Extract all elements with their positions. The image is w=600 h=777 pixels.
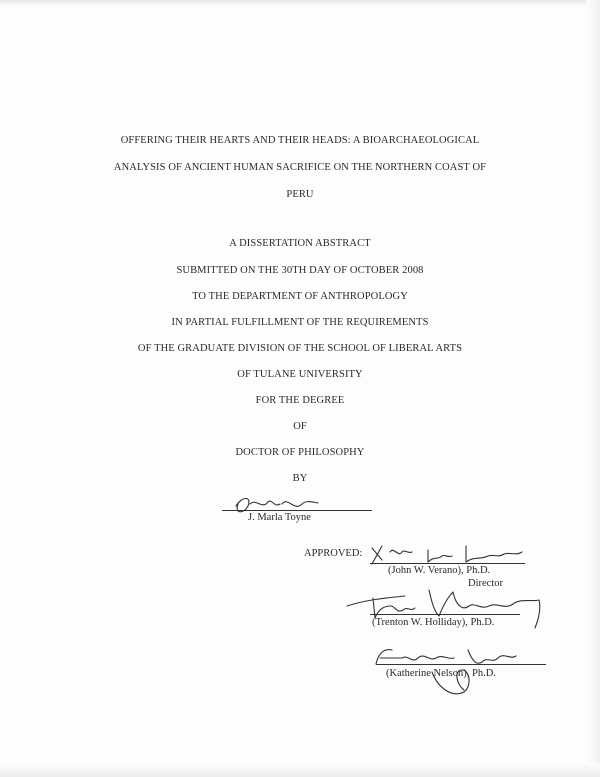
second-reader-signature-rule <box>370 614 520 615</box>
director-signature-rule <box>370 563 525 564</box>
approved-label: APPROVED: <box>304 548 363 559</box>
of-line: OF <box>293 421 307 432</box>
scan-edge-right <box>586 0 600 777</box>
author-name: J. Marla Toyne <box>248 512 311 523</box>
by-line: BY <box>292 473 308 484</box>
scan-edge-top <box>0 0 600 6</box>
title-line-3: PERU <box>286 189 314 200</box>
title-line-2: ANALYSIS OF ANCIENT HUMAN SACRIFICE ON THE NORTHERN COAST OF <box>113 162 487 173</box>
third-reader-name: (Katherine Nelson), Ph.D. <box>386 668 496 679</box>
department-line: TO THE DEPARTMENT OF ANTHROPOLOGY <box>192 291 408 302</box>
university-line: OF TULANE UNIVERSITY <box>237 369 363 380</box>
dissertation-abstract-heading: A DISSERTATION ABSTRACT <box>229 238 371 249</box>
second-reader-name: (Trenton W. Holliday), Ph.D. <box>372 617 495 628</box>
requirements-line: IN PARTIAL FULFILLMENT OF THE REQUIREMENTS <box>171 317 429 328</box>
director-role: Director <box>468 578 503 589</box>
scan-edge-bottom <box>0 763 600 777</box>
for-the-degree-line: FOR THE DEGREE <box>255 395 345 406</box>
degree-name-line: DOCTOR OF PHILOSOPHY <box>235 447 365 458</box>
title-line-1: OFFERING THEIR HEARTS AND THEIR HEADS: A BIOARCHAEOLOGICAL <box>120 135 480 146</box>
author-signature-rule <box>222 510 372 511</box>
submission-date-line: SUBMITTED ON THE 30TH DAY OF OCTOBER 2008 <box>176 265 424 276</box>
third-reader-signature-rule <box>376 664 546 665</box>
graduate-division-line: OF THE GRADUATE DIVISION OF THE SCHOOL OF LIBERAL ARTS <box>137 343 463 354</box>
director-name: (John W. Verano), Ph.D. <box>388 565 491 576</box>
